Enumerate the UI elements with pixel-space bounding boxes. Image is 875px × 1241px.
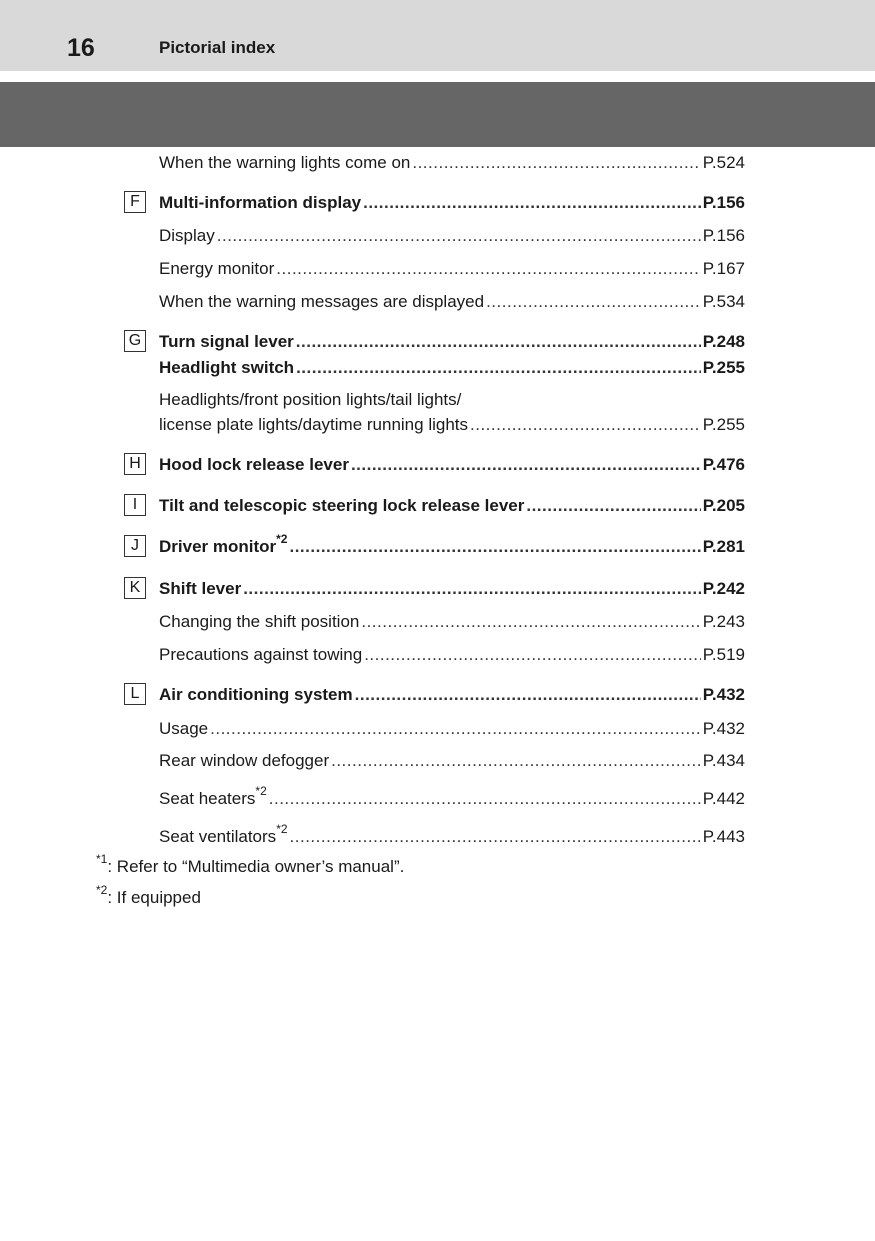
page-ref[interactable]: P.432 bbox=[702, 719, 745, 738]
dot-leader bbox=[364, 645, 701, 665]
entry-label: Multi-information display bbox=[159, 193, 362, 212]
page-ref[interactable]: P.248 bbox=[702, 332, 745, 351]
index-entry-energy-monitor[interactable] bbox=[159, 259, 745, 281]
dot-leader bbox=[361, 612, 700, 632]
index-entry-tilt-telescopic-lever[interactable] bbox=[159, 496, 745, 518]
item-letter-g: G bbox=[124, 330, 146, 352]
page-title: Pictorial index bbox=[159, 38, 276, 57]
footnote-mark: *2 bbox=[276, 532, 288, 547]
footnote-text: : If equipped bbox=[107, 888, 201, 907]
dot-leader bbox=[412, 153, 700, 173]
page-ref[interactable]: P.434 bbox=[702, 751, 745, 770]
index-entry-seat-heaters[interactable] bbox=[159, 784, 745, 811]
entry-label: Display bbox=[159, 226, 215, 245]
index-entry-changing-shift-position[interactable] bbox=[159, 612, 745, 634]
page-ref[interactable]: P.156 bbox=[702, 226, 745, 245]
index-entry-warning-lights[interactable] bbox=[159, 153, 745, 175]
entry-label: Precautions against towing bbox=[159, 645, 363, 664]
page-ref[interactable]: P.156 bbox=[702, 193, 745, 212]
footnote-mark: *2 bbox=[276, 822, 288, 837]
entry-label: Rear window defogger bbox=[159, 751, 330, 770]
dot-leader bbox=[486, 292, 701, 312]
header-bar bbox=[0, 0, 875, 71]
entry-label: Energy monitor bbox=[159, 259, 275, 278]
entry-label: Usage bbox=[159, 719, 209, 738]
footnote-mark: *2 bbox=[96, 883, 108, 898]
entry-label: Air conditioning system bbox=[159, 685, 353, 704]
entry-label: Seat heaters$^{*2}$ bbox=[159, 784, 267, 808]
index-entry-rear-window-defogger[interactable] bbox=[159, 751, 745, 773]
dot-leader bbox=[296, 332, 701, 352]
page-ref[interactable]: P.167 bbox=[702, 259, 745, 278]
index-entry-display[interactable] bbox=[159, 226, 745, 248]
index-entry-hood-lock-release-lever[interactable] bbox=[159, 455, 745, 477]
dot-leader bbox=[331, 751, 701, 771]
index-entry-turn-signal-lever[interactable] bbox=[159, 332, 745, 354]
page-ref[interactable]: P.534 bbox=[702, 292, 745, 311]
section-banner bbox=[0, 82, 875, 147]
footnote-text: : Refer to “Multimedia owner’s manual”. bbox=[107, 857, 405, 876]
item-letter-l: L bbox=[124, 683, 146, 705]
page-ref[interactable]: P.243 bbox=[702, 612, 745, 631]
dot-leader bbox=[210, 719, 701, 739]
page-ref[interactable]: P.255 bbox=[702, 415, 745, 434]
item-letter-h: H bbox=[124, 453, 146, 475]
item-letter-k: K bbox=[124, 577, 146, 599]
index-entry-warning-messages[interactable] bbox=[159, 292, 745, 314]
index-entry-air-conditioning-system[interactable] bbox=[159, 685, 745, 707]
dot-leader bbox=[351, 455, 701, 475]
entry-label: Turn signal lever bbox=[159, 332, 294, 351]
page-ref[interactable]: P.255 bbox=[702, 358, 745, 377]
page-ref[interactable]: P.432 bbox=[702, 685, 745, 704]
entry-label: Hood lock release lever bbox=[159, 455, 349, 474]
page-ref[interactable]: P.519 bbox=[702, 645, 745, 664]
index-entry-headlight-switch[interactable] bbox=[159, 358, 745, 380]
dot-leader bbox=[296, 358, 701, 378]
dot-leader bbox=[289, 537, 700, 557]
index-entry-usage[interactable] bbox=[159, 719, 745, 741]
dot-leader bbox=[363, 193, 701, 213]
dot-leader bbox=[243, 579, 701, 599]
dot-leader bbox=[355, 685, 701, 705]
entry-label: Changing the shift position bbox=[159, 612, 360, 631]
item-letter-j: J bbox=[124, 535, 146, 557]
page-ref[interactable]: P.205 bbox=[702, 496, 745, 515]
page-ref[interactable]: P.524 bbox=[702, 153, 745, 172]
dot-leader bbox=[526, 496, 700, 516]
index-entry-shift-lever[interactable] bbox=[159, 579, 745, 601]
page-ref[interactable]: P.476 bbox=[702, 455, 745, 474]
dot-leader bbox=[290, 827, 701, 847]
entry-label: Driver monitor$^{*2}$ bbox=[159, 532, 288, 556]
entry-label: Shift lever bbox=[159, 579, 242, 598]
page-number: 16 bbox=[67, 34, 95, 62]
footnote-mark: *2 bbox=[255, 784, 267, 799]
index-entry-precautions-towing[interactable] bbox=[159, 645, 745, 667]
page-ref[interactable]: P.443 bbox=[702, 827, 745, 846]
page-ref[interactable]: P.242 bbox=[702, 579, 745, 598]
entry-headlights-line-1: Headlights/front position lights/tail lights/ bbox=[159, 390, 462, 409]
entry-label: Tilt and telescopic steering lock release lever bbox=[159, 496, 525, 515]
footnote-1 bbox=[96, 852, 405, 877]
dot-leader bbox=[217, 226, 701, 246]
dot-leader bbox=[470, 415, 701, 435]
page-ref[interactable]: P.442 bbox=[702, 789, 745, 808]
page-ref[interactable]: P.281 bbox=[702, 537, 745, 556]
dot-leader bbox=[269, 789, 701, 809]
index-entry-driver-monitor[interactable] bbox=[159, 532, 745, 559]
entry-label: Seat ventilators$^{*2}$ bbox=[159, 822, 288, 846]
item-letter-i: I bbox=[124, 494, 146, 516]
entry-label: When the warning messages are displayed bbox=[159, 292, 485, 311]
index-entry-multi-information-display[interactable] bbox=[159, 193, 745, 215]
index-entry-headlights-lights[interactable] bbox=[159, 415, 745, 437]
entry-label: When the warning lights come on bbox=[159, 153, 411, 172]
footnote-2 bbox=[96, 883, 201, 908]
entry-label: license plate lights/daytime running lights bbox=[159, 415, 469, 434]
entry-label: Headlight switch bbox=[159, 358, 295, 377]
dot-leader bbox=[276, 259, 700, 279]
item-letter-f: F bbox=[124, 191, 146, 213]
footnote-mark: *1 bbox=[96, 852, 108, 867]
index-entry-seat-ventilators[interactable] bbox=[159, 822, 745, 849]
